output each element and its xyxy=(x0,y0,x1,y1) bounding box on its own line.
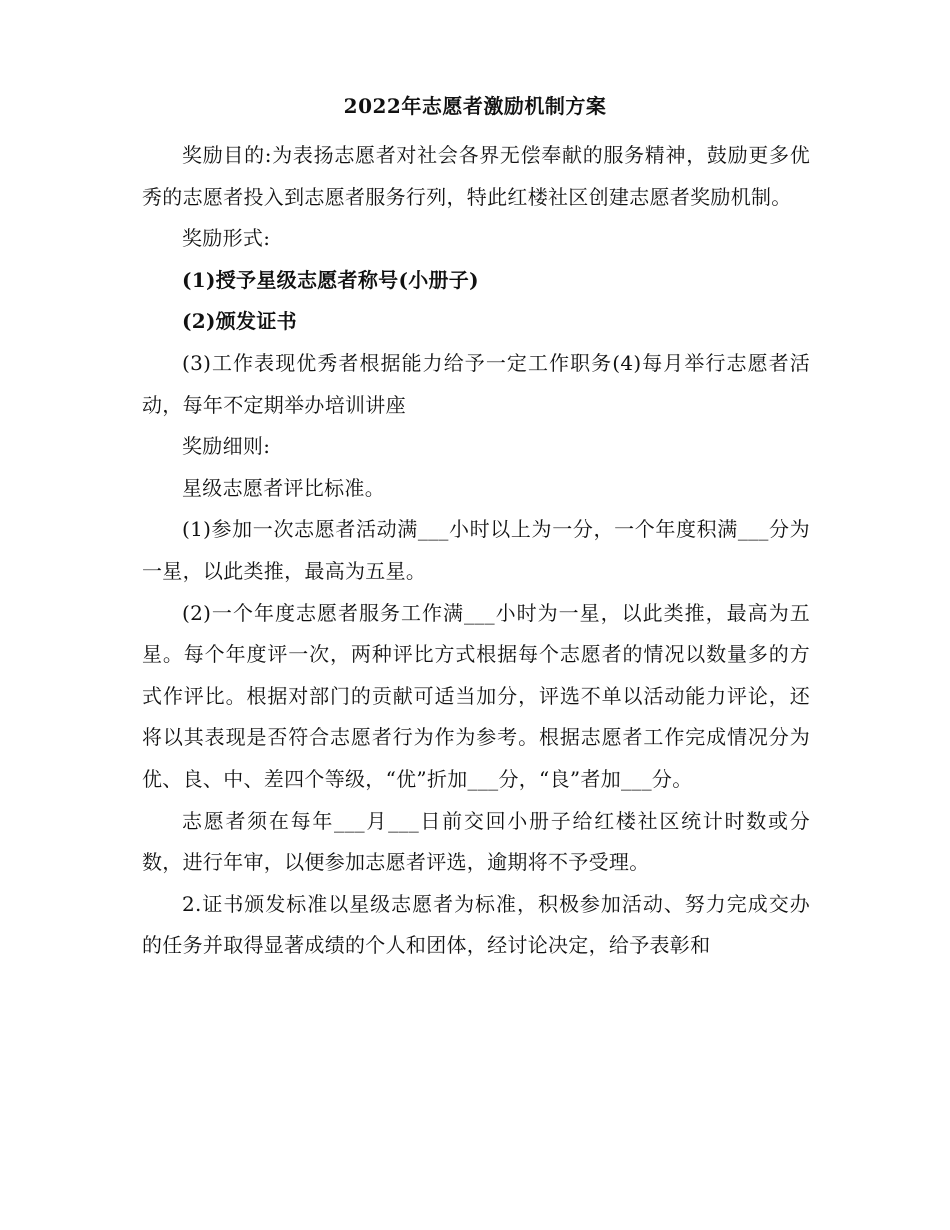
paragraph-rule-2: (2)一个年度志愿者服务工作满___小时为一星，以此类推，最高为五星。每个年度评一次，两种评比方式根据每个志愿者的情况以数量多的方式作评比。根据对部门的贡献可适当加分，评选不单以活动能力评论，还将以其表现是否符合志愿者行为作为参考。根据志愿者工作完成情况分为优、良、中、差四个等级，“优”折加___分，“良”者加___分。 xyxy=(142,600,810,791)
paragraph-reward-forms-heading: 奖励形式: xyxy=(182,226,271,251)
paragraph-annual-review: 志愿者须在每年___月___日前交回小册子给红楼社区统计时数或分数，进行年审，以便参加志愿者评选，逾期将不予受理。 xyxy=(142,808,810,875)
paragraph-form-2: (2)颁发证书 xyxy=(182,309,297,334)
document-body xyxy=(142,135,810,967)
paragraph-rules-heading: 奖励细则: xyxy=(182,434,271,459)
paragraph-form-3-4: (3)工作表现优秀者根据能力给予一定工作职务(4)每月举行志愿者活动，每年不定期举办培训讲座 xyxy=(142,350,810,417)
paragraph-star-standard: 星级志愿者评比标准。 xyxy=(182,475,385,500)
paragraph-purpose: 奖励目的:为表扬志愿者对社会各界无偿奉献的服务精神，鼓励更多优秀的志愿者投入到志愿者服务行列，特此红楼社区创建志愿者奖励机制。 xyxy=(142,143,810,209)
document-title: 2022年志愿者激励机制方案 xyxy=(343,94,607,118)
paragraph-rule-1: (1)参加一次志愿者活动满___小时以上为一分，一个年度积满___分为一星，以此类推，最高为五星。 xyxy=(142,517,810,583)
paragraph-form-1: (1)授予星级志愿者称号(小册子) xyxy=(182,267,479,292)
paragraph-certificate-standard: 2.证书颁发标准以星级志愿者为标准，积极参加活动、努力完成交办的任务并取得显著成绩的个人和团体，经讨论决定，给予表彰和 xyxy=(142,891,810,958)
